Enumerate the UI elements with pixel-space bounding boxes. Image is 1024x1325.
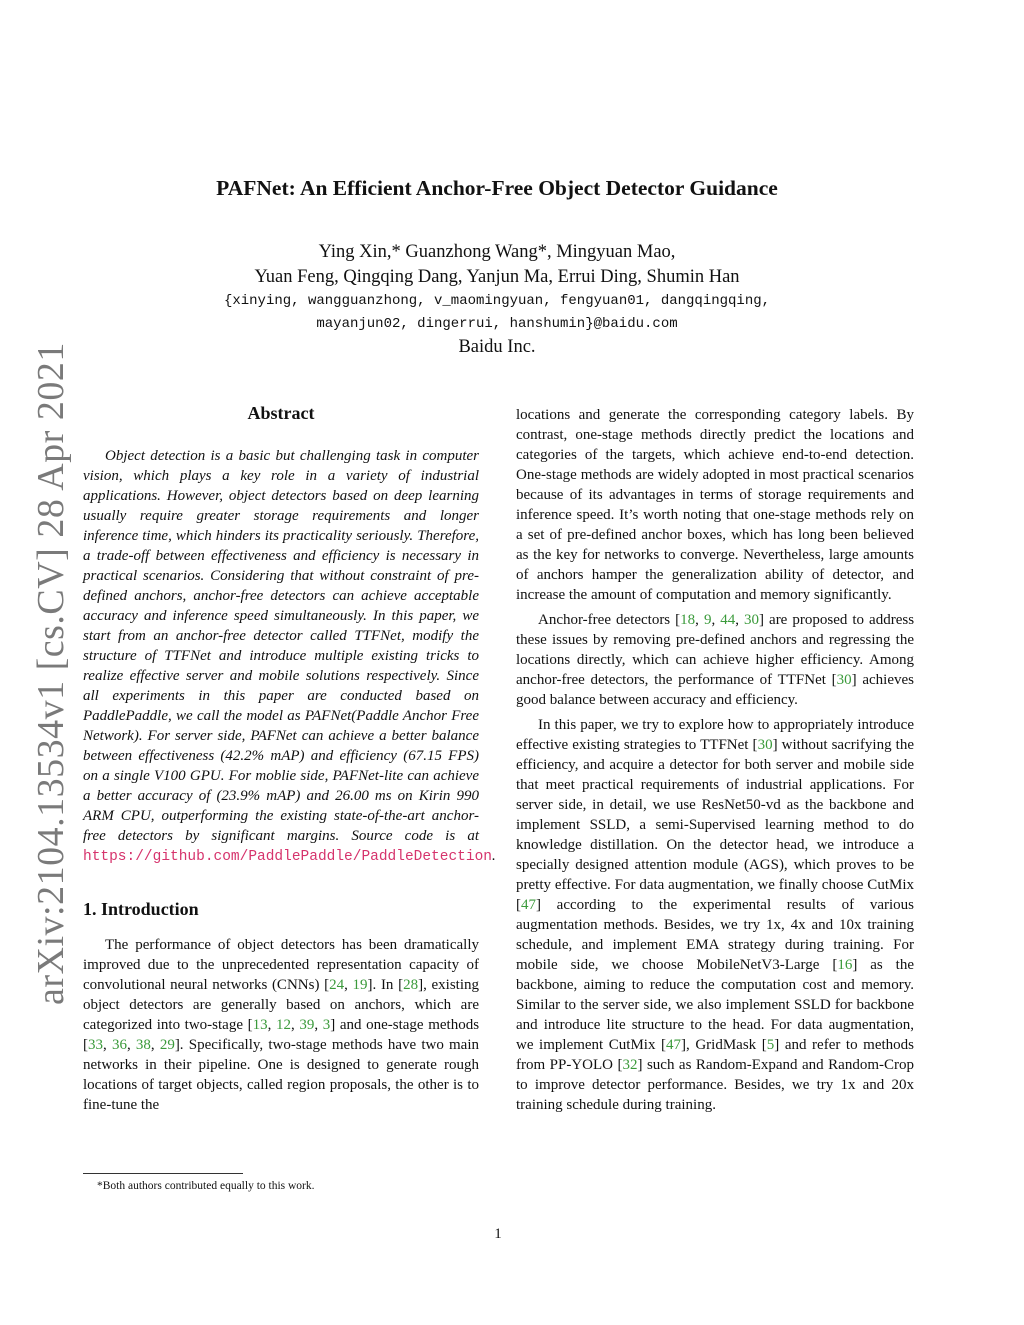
citation-link[interactable]: 9 [703,612,712,628]
citation-link[interactable]: 33 [88,1037,103,1053]
author-line-2: Yuan Feng, Qingqing Dang, Yanjun Ma, Errui Ding, Shumin Han [254,267,740,287]
paper-title: PAFNet: An Efficient Anchor-Free Object Detector Guidance [216,176,778,200]
affiliation: Baidu Inc. [458,337,536,357]
introduction-paragraph-3: Anchor-free detectors [18, 9, 44, 30] are proposed to address these issues by removing pre-defined anchors and regressing the locations directly, which can achieve higher efficiency. Among anchor-free detectors, the performance of TTFNet [30] achieves good balance between accuracy and efficiency. [516,612,915,708]
citation-link[interactable]: 3 [322,1017,331,1033]
citation-link[interactable]: 19 [352,977,368,993]
footnote-divider [83,1173,243,1174]
citation-link[interactable]: 13 [252,1017,268,1033]
citation-link[interactable]: 32 [622,1057,638,1073]
source-code-link[interactable]: https://github.com/PaddlePaddle/PaddleDetection [83,849,492,865]
introduction-paragraph-2: locations and generate the corresponding category labels. By contrast, one-stage methods directly predict the locations and categories of the targets, which achieve end-to-end detection. One-stage methods are widely adopted in most practical scenarios because of its advantages in terms of storage requirements and inference speed. It’s worth noting that one-stage methods rely on a set of pre-defined anchor boxes, which has long been believed as the key for networks to converge. Nevertheless, large amounts of anchors hamper the generalization ability of detector, and increase the amount of computation and memory significantly. [516,407,914,603]
citation-link[interactable]: 39 [299,1017,315,1033]
citation-link[interactable]: 30 [757,737,773,753]
citation-link[interactable]: 44 [720,612,736,628]
citation-link[interactable]: 12 [275,1017,291,1033]
email-line-1: {xinying, wangguanzhong, v_maomingyuan, fengyuan01, dangqingqing, [223,293,771,309]
page-number: 1 [494,1226,502,1242]
introduction-paragraph-4: In this paper, we try to explore how to appropriately introduce effective existing strategies to TTFNet [30] without sacrifying the efficiency, and acquire a detector for both server and mobile side that meet practical requirements of industrial applications. For server side, in detail, we use ResNet50-vd as the backbone and implement SSLD, a semi-Supervised learning method to do knowledge distillation. On the detector head, we introduce a specially designed attention module (AGS), which proves to be pretty effective. For data augmentation, we finally choose CutMix [47] according to the experimental results of various augmentation methods. Besides, we try 1x, 4x and 10x training schedule, and implement EMA strategy during training. For mobile side, we choose MobileNetV3-Large [16] as the backbone, aiming to reduce the computation cost and memory. Similar to the server side, we also implement SSLD for backbone and introduce lite structure to the head. For data augmentation, we implement CutMix [47], GridMask [5] and refer to methods from PP-YOLO [32] such as Random-Expand and Random-Crop to improve detector performance. Besides, we try 1x and 20x training schedule during training. [516,717,915,1113]
author-emails [80,290,914,336]
citation-link[interactable]: 18 [680,612,696,628]
citation-link[interactable]: 47 [666,1037,682,1053]
citation-link[interactable]: 16 [837,957,853,973]
citation-link[interactable]: 47 [521,897,536,913]
email-line-2: mayanjun02, dingerrui, hanshumin}@baidu.com [316,316,678,332]
left-column [83,400,496,1115]
citation-link[interactable]: 36 [111,1037,127,1053]
abstract-body: Object detection is a basic but challenging task in computer vision, which plays a key role in a variety of industrial applications. However, object detectors based on deep learning usually require greater storage requirements and longer inference time, which hinders its practicality seriously. Therefore, a trade-off between effectiveness and efficiency is necessary in practical scenarios. Considering that without constraint of pre-defined anchors, anchor-free detectors can achieve acceptable accuracy and inference speed simultaneously. In this paper, we start from an anchor-free detector called TTFNet, modify the structure of TTFNet and introduce multiple existing tricks to realize effective server and mobile solutions respectively. Since all experiments in this paper are conducted based on PaddlePaddle, we call the model as PAFNet(Paddle Anchor Free Network). For server side, PAFNet can achieve a better balance between effectiveness (42.2% mAP) and efficiency (67.15 FPS) on a single V100 GPU. For moblie side, PAFNet-lite can achieve a better accuracy of (23.9% mAP) and 26.00 ms on Kirin 990 ARM CPU, outperforming the existing state-of-the-art anchor-free detectors by significant margins. Source code is at https://github.com/PaddlePaddle/PaddleDetection. [83,448,496,865]
introduction-heading: 1. Introduction [83,899,199,919]
citation-link[interactable]: 5 [766,1037,775,1053]
arxiv-identifier: arXiv:2104.13534v1 [cs.CV] 28 Apr 2021 [30,342,72,1005]
author-line-1: Ying Xin,* Guanzhong Wang*, Mingyuan Mao, [318,242,676,262]
footnote: *Both authors contributed equally to this work. [97,1180,315,1192]
citation-link[interactable]: 30 [836,672,852,688]
abstract-heading: Abstract [247,403,315,423]
citation-link[interactable]: 38 [135,1037,151,1053]
citation-link[interactable]: 30 [744,612,760,628]
right-column [516,405,914,1115]
citation-link[interactable]: 29 [159,1037,175,1053]
citation-link[interactable]: 24 [329,977,345,993]
author-list [80,240,914,290]
citation-link[interactable]: 28 [403,977,419,993]
introduction-paragraph-1: The performance of object detectors has been dramatically improved due to the unprecedented representation capacity of convolutional neural networks (CNNs) [24, 19]. In [28], existing object detectors are generally based on anchors, which are categorized into two-stage [13, 12, 39, 3] and one-stage methods [33, 36, 38, 29]. Specifically, two-stage methods have two main networks in their pipeline. One is designed to generate rough locations of target objects, called region proposals, the other is to fine-tune the [83,937,480,1113]
